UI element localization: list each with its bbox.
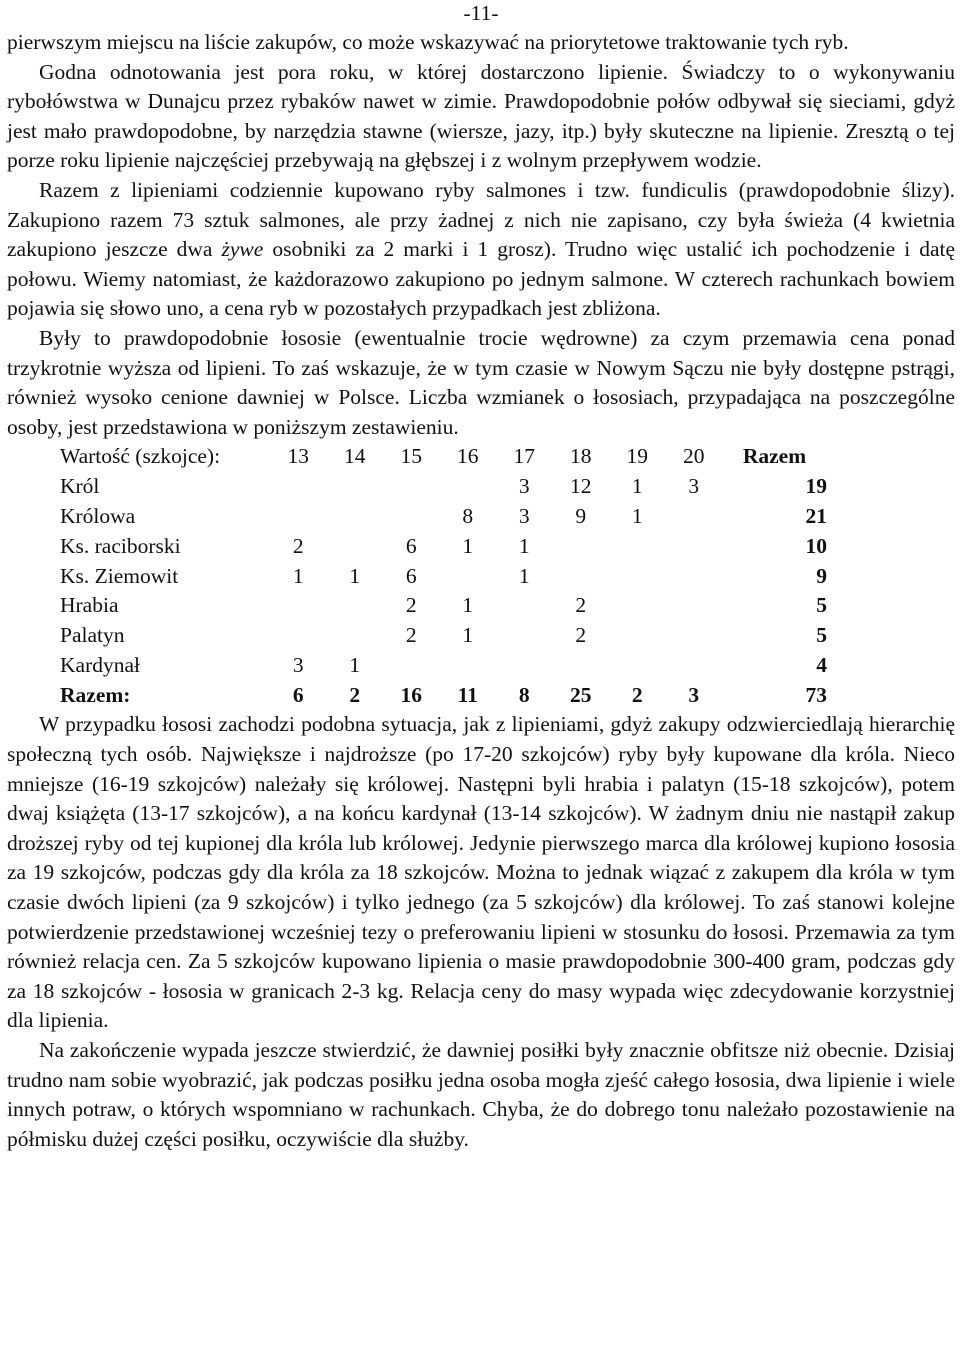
value-cell: 11 xyxy=(457,682,478,707)
row-label: Ks. Ziemowit xyxy=(60,563,179,588)
value-cell: 16 xyxy=(457,444,479,469)
value-cell xyxy=(327,472,384,502)
value-cell xyxy=(609,651,666,681)
value-cell: 2 xyxy=(575,593,587,618)
value-cell xyxy=(609,532,666,562)
value-cell xyxy=(496,591,553,621)
value-cell: 18 xyxy=(570,444,592,469)
value-cell xyxy=(440,472,497,502)
paragraph-salmones xyxy=(7,176,955,324)
value-cell: 2 xyxy=(349,682,361,707)
table-row xyxy=(60,562,827,592)
value-cell: 3 xyxy=(688,474,700,499)
total-cell: 9 xyxy=(816,563,827,588)
value-cell: 16 xyxy=(400,682,422,707)
value-cell: 3 xyxy=(292,652,304,677)
value-cell: 2 xyxy=(631,682,643,707)
total-cell: 19 xyxy=(805,474,827,499)
paragraph-lososie: Były to prawdopodobnie łososie (ewentualnie trocie wędrowne) za czym przemawia cena ponad trzykrotnie wyższa od lipieni. To zaś wskazuje, że w tym czasie w Nowym Sączu nie były dostępne pstrągi, również wysoko cenione dawniej w Polsce. Liczba wzmianek o łososiach, przypadająca na poszczególne osoby, jest przedstawiona w poniższym zestawieniu. xyxy=(7,325,955,439)
value-cell xyxy=(383,651,440,681)
value-cell xyxy=(666,591,723,621)
value-cell: 3 xyxy=(688,682,700,707)
value-cell: 1 xyxy=(462,593,474,618)
value-cell xyxy=(270,591,327,621)
table-row xyxy=(60,591,827,621)
total-cell: 4 xyxy=(816,652,827,677)
row-label: Kardynał xyxy=(60,652,140,677)
value-cell: 6 xyxy=(292,682,304,707)
table-row xyxy=(60,502,827,532)
document-page xyxy=(7,0,955,1154)
paragraph-intro: pierwszym miejscu na liście zakupów, co może wskazywać na priorytetowe traktowanie tych ryb. xyxy=(7,30,849,54)
total-cell: 5 xyxy=(816,623,827,648)
value-cell xyxy=(383,472,440,502)
row-label: Królowa xyxy=(60,503,136,528)
value-cell: 12 xyxy=(570,474,592,499)
row-label: Wartość (szkojce): xyxy=(60,444,221,469)
table-row xyxy=(60,532,827,562)
value-cell: 15 xyxy=(400,444,422,469)
value-cell: 2 xyxy=(405,623,417,648)
row-label: Król xyxy=(60,474,100,499)
value-cell xyxy=(383,502,440,532)
value-cell: 2 xyxy=(405,593,417,618)
value-cell xyxy=(327,502,384,532)
value-cell xyxy=(327,621,384,651)
value-cell xyxy=(270,621,327,651)
value-cell: 14 xyxy=(344,444,366,469)
paragraph-hierarchy: W przypadku łososi zachodzi podobna sytuacja, jak z lipieniami, gdyż zakupy odzwierciedlają hierarchię społeczną tych osób. Największe i najdroższe (po 17-20 szkojców) ryby były kupowane dla króla. Nieco mniejsze (16-19 szkojców) należały się królowej. Następni byli hrabia i palatyn (15-18 szkojców), potem dwaj książęta (13-17 szkojców), a na końcu kardynał (13-14 szkojców). W żadnym dniu nie nastąpił zakup droższej ryby od tej kupionej dla króla lub królowej. Jedynie pierwszego marca dla królowej kupiono łososia za 19 szkojców, podczas gdy dla króla za 18 szkojców. Można to jednak wiązać z zakupem dla króla w tym czasie dwóch lipieni (za 9 szkojców) i tylko jednego (za 5 szkojców) dla królowej. To zaś stanowi kolejne potwierdzenie przedstawionej wcześniej tezy o preferowaniu lipieni w stosunku do łososi. Przemawia za tym również relacja cen. Za 5 szkojców kupowano lipienia o masie prawdopodobnie 300-400 gram, podczas gdy za 18 szkojców - łososia w granicach 2-3 kg. Relacja ceny do masy wypada więc zdecydowanie korzystniej dla lipienia. xyxy=(7,712,955,1033)
total-cell: 5 xyxy=(816,593,827,618)
emphasis-zywe: żywe xyxy=(221,237,264,262)
total-cell: Razem xyxy=(742,444,807,469)
row-label: Palatyn xyxy=(60,623,125,648)
value-cell xyxy=(666,562,723,592)
value-cell: 1 xyxy=(462,623,474,648)
value-cell: 2 xyxy=(292,533,304,558)
value-cell: 6 xyxy=(405,563,417,588)
value-cell xyxy=(666,621,723,651)
value-cell xyxy=(270,472,327,502)
table-row xyxy=(60,621,827,651)
table-sum-row xyxy=(60,681,827,711)
value-cell xyxy=(496,651,553,681)
value-cell: 20 xyxy=(683,444,705,469)
value-cell: 6 xyxy=(405,533,417,558)
row-label: Hrabia xyxy=(60,593,119,618)
row-label: Razem: xyxy=(60,682,131,707)
value-cell: 1 xyxy=(631,474,643,499)
value-cell xyxy=(270,502,327,532)
value-cell: 3 xyxy=(518,474,530,499)
value-cell xyxy=(553,651,610,681)
value-cell xyxy=(327,591,384,621)
value-cell: 1 xyxy=(462,533,474,558)
value-cell: 19 xyxy=(626,444,648,469)
value-cell: 8 xyxy=(518,682,530,707)
value-cell: 3 xyxy=(518,503,530,528)
salmon-tally-table xyxy=(60,442,827,710)
value-cell: 8 xyxy=(462,503,474,528)
value-cell: 1 xyxy=(349,563,361,588)
table-header-row xyxy=(60,442,827,472)
value-cell: 1 xyxy=(518,563,530,588)
value-cell: 1 xyxy=(292,563,304,588)
value-cell xyxy=(609,562,666,592)
row-label: Ks. raciborski xyxy=(60,533,181,558)
value-cell: 13 xyxy=(287,444,309,469)
value-cell xyxy=(496,621,553,651)
value-cell xyxy=(666,502,723,532)
value-cell: 2 xyxy=(575,623,587,648)
page-number: -11- xyxy=(463,1,499,25)
value-cell xyxy=(609,621,666,651)
value-cell xyxy=(440,651,497,681)
value-cell xyxy=(327,532,384,562)
value-cell xyxy=(553,532,610,562)
table-row xyxy=(60,472,827,502)
value-cell xyxy=(666,651,723,681)
value-cell: 1 xyxy=(631,503,643,528)
value-cell: 25 xyxy=(570,682,592,707)
value-cell xyxy=(666,532,723,562)
total-cell: 21 xyxy=(805,503,827,528)
value-cell xyxy=(440,562,497,592)
paragraph-salmones-part1: Razem z lipieniami codziennie kupowano ryby salmones i tzw. fundiculis (prawdopodobnie ślizy). Zakupiono razem 73 sztuk salmones, ale przy żadnej z nich nie zapisano, czy była świeża (4 kwietnia zakupiono jeszcze dwa xyxy=(7,177,955,262)
total-cell: 73 xyxy=(805,682,827,707)
value-cell: 9 xyxy=(575,503,587,528)
paragraph-salmones-part2: osobniki za 2 marki i 1 grosz). Trudno więc ustalić ich pochodzenie i datę połowu. Wiemy natomiast, że każdorazowo zakupiono po jednym salmone. W czterech rachunkach bowiem pojawia się słowo uno, a cena ryb w pozostałych przypadkach jest zbliżona. xyxy=(7,237,956,321)
paragraph-conclusion: Na zakończenie wypada jeszcze stwierdzić, że dawniej posiłki były znacznie obfitsze niż obecnie. Dzisiaj trudno nam sobie wyobrazić, jak podczas posiłku jedna osoba mogła zjeść całego łososia, dwa lipienie i wiele innych potraw, o których wspomniano w rachunkach. Chyba, że do dobrego tonu należało pozostawienie na półmisku dużej części posiłku, oczywiście dla służby. xyxy=(7,1038,955,1151)
value-cell xyxy=(553,562,610,592)
total-cell: 10 xyxy=(805,533,827,558)
value-cell: 1 xyxy=(518,533,530,558)
paragraph-season: Godna odnotowania jest pora roku, w której dostarczono lipienie. Świadczy to o wykonywaniu rybołówstwa w Dunajcu przez rybaków nawet w zimie. Prawdopodobnie połów odbywał się sieciami, gdyż jest mało prawdopodobne, by narzędzia stawne (wiersze, jazy, itp.) były skuteczne na lipienie. Zresztą o tej porze roku lipienie najczęściej przebywają na głębszej i z wolnym przepływem wodzie. xyxy=(7,59,955,173)
table-row xyxy=(60,651,827,681)
value-cell: 17 xyxy=(513,444,535,469)
value-cell: 1 xyxy=(349,652,361,677)
value-cell xyxy=(609,591,666,621)
